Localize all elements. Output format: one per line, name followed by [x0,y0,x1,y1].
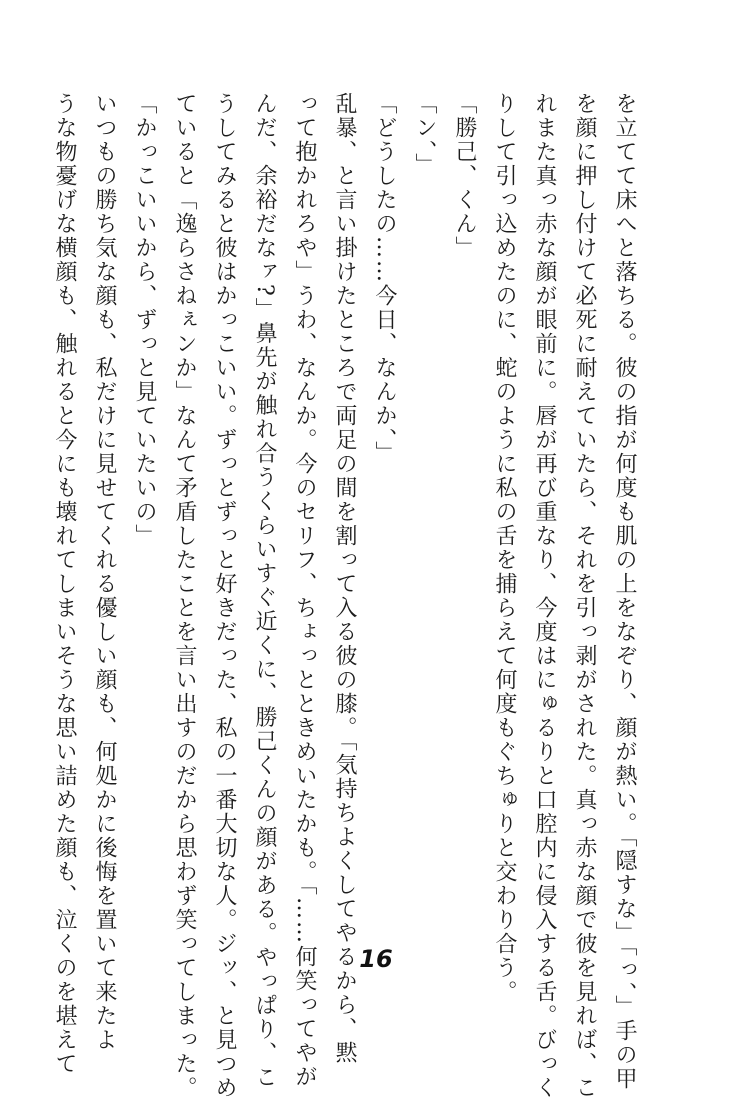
text-line: 「かっこいいから、ずっと見ていたいの」 [132,92,157,548]
text-line: うな物憂げな横顔も、触れると今にも壊れてしまいそうな思い詰めた顔も、泣くのを堪えて [52,92,77,1076]
text-line: りして引っ込めたのに、蛇のように私の舌を捕らえて何度もぐちゅりと交わり合う。 [492,92,517,1004]
text-line: いつもの勝ち気な顔も、私だけに見せてくれる優しい顔も、何処かに後悔を置いて来たよ [92,92,117,1052]
text-line: 「勝己、くん」 [452,92,477,260]
page-number: 16 [359,945,393,973]
text-line: って抱かれろや」うわ、なんか。今のセリフ、ちょっとときめいたかも。「……何笑ってやが [292,92,317,1089]
text-line: 乱暴、と言い掛けたところで両足の間を割って入る彼の膝。「気持ちよくしてやるから、黙 [332,92,357,1065]
text-line: 「ン、」 [412,92,437,177]
text-line: 「どうしたの……今日、なんか、」 [372,92,397,465]
text-line: を立てて床へと落ちる。彼の指が何度も肌の上をなぞり、顔が熱い。「隠すな」「っ、」手の甲 [612,92,637,1091]
text-line: を顔に押し付けて必死に耐えていたら、それを引っ剥がされた。真っ赤な顔で彼を見れば、こ [572,92,597,1100]
text-line: うしてみると彼はかっこいい。ずっとずっと好きだった、私の一番大切な人。ジッ、と見つめ [212,92,237,1100]
text-line: れまた真っ赤な顔が眼前に。唇が再び重なり、今度はにゅるりと口腔内に侵入する舌。びっく [532,92,557,1100]
text-line: んだ、余裕だなァ?」鼻先が触れ合うくらいすぐ近くに、勝己くんの顔がある。やっぱり、こ [252,92,277,1090]
text-line: ていると「逸らさねぇンか」なんて矛盾したことを言い出すのだから思わず笑ってしまった。 [172,92,197,1100]
